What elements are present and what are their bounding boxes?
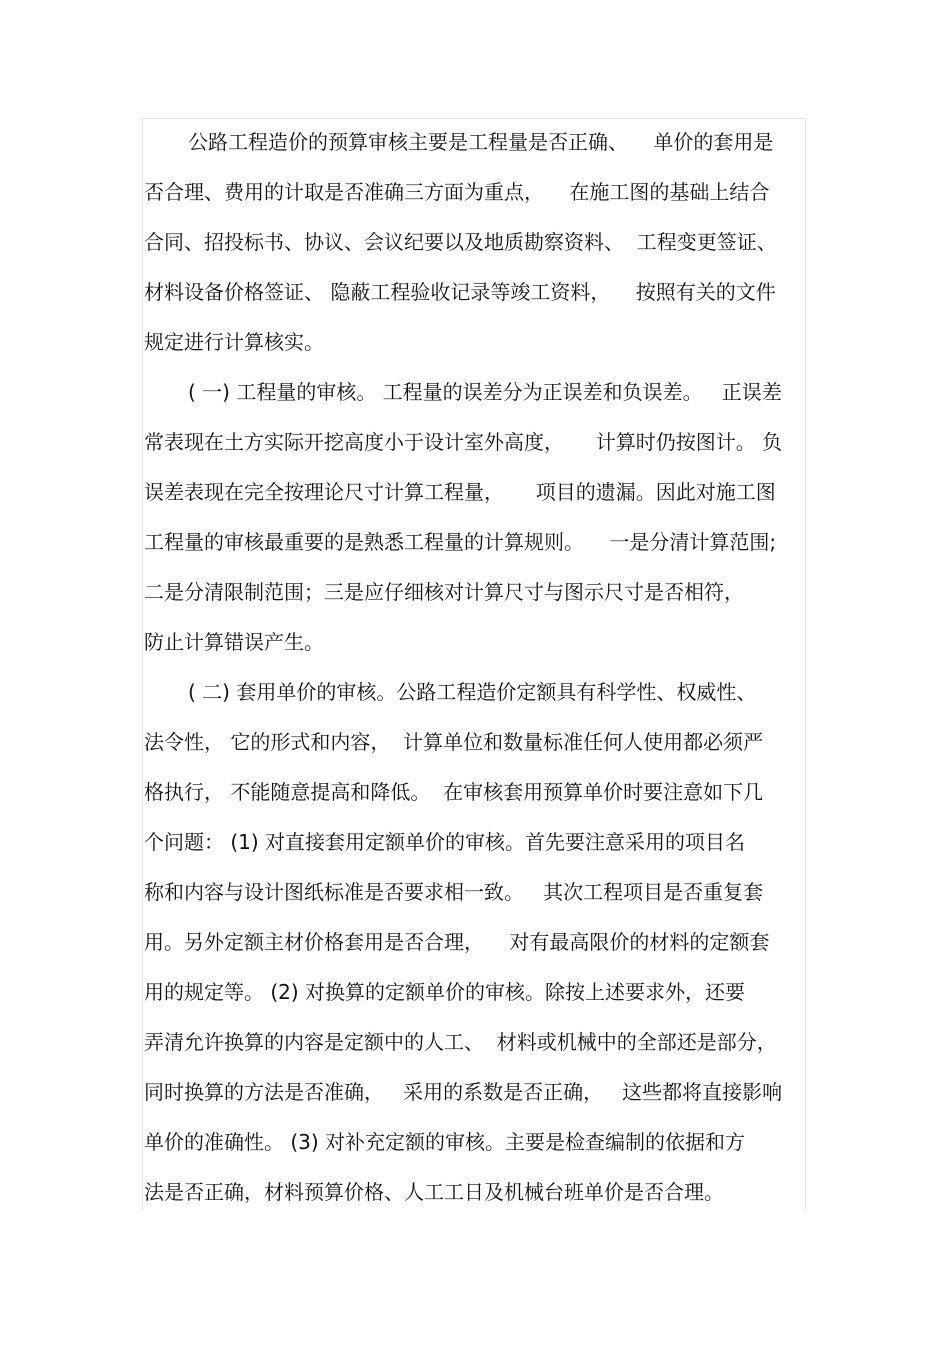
paragraph-1-line-1: 公路工程造价的预算审核主要是工程量是否正确、 单价的套用是 bbox=[188, 130, 774, 154]
paragraph-2-line-1: ( 一) 工程量的审核。 工程量的误差分为正误差和负误差。 正误差 bbox=[188, 380, 782, 404]
paragraph-3-line-8: 弄清允许换算的内容是定额中的人工、 材料或机械中的全部还是部分， bbox=[144, 1030, 777, 1054]
paragraph-3-line-9: 同时换算的方法是否准确， 采用的系数是否正确， 这些都将直接影响 bbox=[144, 1080, 783, 1104]
paragraph-3-line-4: 个问题： (1) 对直接套用定额单价的审核。首先要注意采用的项目名 bbox=[144, 830, 746, 854]
paragraph-3-line-10: 单价的准确性。 (3) 对补充定额的审核。主要是检查编制的依据和方 bbox=[144, 1130, 746, 1154]
paragraph-2-line-6: 防止计算错误产生。 bbox=[144, 630, 324, 654]
paragraph-2-line-2: 常表现在土方实际开挖高度小于设计室外高度， 计算时仍按图计。 负 bbox=[144, 430, 783, 454]
paragraph-3-line-11: 法是否正确，材料预算价格、人工工日及机械台班单价是否合理。 bbox=[144, 1180, 724, 1204]
paragraph-1-line-5: 规定进行计算核实。 bbox=[144, 330, 324, 354]
paragraph-1-line-4: 材料设备价格签证、 隐蔽工程验收记录等竣工资料， 按照有关的文件 bbox=[144, 280, 776, 304]
paragraph-3-line-6: 用。另外定额主材价格套用是否合理， 对有最高限价的材料的定额套 bbox=[144, 930, 770, 954]
paragraph-2-line-3: 误差表现在完全按理论尺寸计算工程量， 项目的遗漏。因此对施工图 bbox=[144, 480, 776, 504]
paragraph-2-line-5: 二是分清限制范围；三是应仔细核对计算尺寸与图示尺寸是否相符， bbox=[144, 580, 744, 604]
paragraph-1-line-3: 合同、招投标书、协议、会议纪要以及地质勘察资料、 工程变更签证、 bbox=[144, 230, 777, 254]
paragraph-3-line-3: 格执行， 不能随意提高和降低。 在审核套用预算单价时要注意如下几 bbox=[144, 780, 764, 804]
paragraph-3-line-1: ( 二) 套用单价的审核。公路工程造价定额具有科学性、权威性、 bbox=[188, 680, 757, 704]
paragraph-2-line-4: 工程量的审核最重要的是熟悉工程量的计算规则。 一是分清计算范围; bbox=[144, 530, 777, 554]
paragraph-1-line-2: 否合理、费用的计取是否准确三方面为重点， 在施工图的基础上结合 bbox=[144, 180, 770, 204]
paragraph-3-line-5: 称和内容与设计图纸标准是否要求相一致。 其次工程项目是否重复套 bbox=[144, 880, 764, 904]
paragraph-3-line-7: 用的规定等。 (2) 对换算的定额单价的审核。除按上述要求外，还要 bbox=[144, 980, 746, 1004]
paragraph-3-line-2: 法令性， 它的形式和内容， 计算单位和数量标准任何人使用都必须严 bbox=[144, 730, 764, 754]
